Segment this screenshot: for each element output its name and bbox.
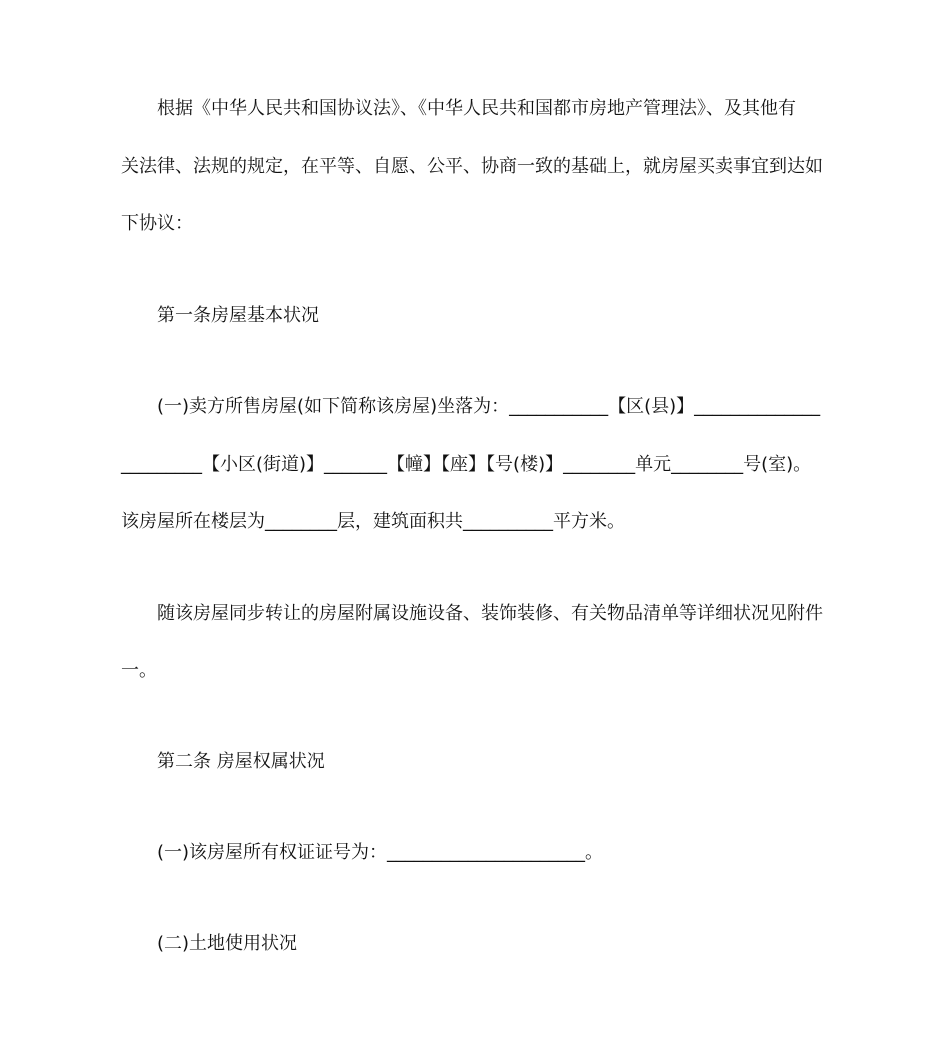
article-1-heading: 第一条房屋基本状况 — [157, 305, 319, 326]
attachment-line-1: 随该房屋同步转让的房屋附属设施设备、装饰装修、有关物品清单等详细状况见附件 — [157, 603, 823, 624]
preamble-line-3: 下协议： — [121, 213, 193, 234]
land-use-heading: (二)土地使用状况 — [157, 933, 298, 954]
location-line-2: _________【小区(街道)】_______【幢】【座】【号(楼)】________单元________号(室)。 — [121, 454, 812, 475]
location-line-3: 该房屋所在楼层为________层，建筑面积共__________平方米。 — [121, 511, 625, 532]
preamble-line-2: 关法律、法规的规定，在平等、自愿、公平、协商一致的基础上，就房屋买卖事宜到达如 — [121, 156, 823, 177]
article-2-heading: 第二条 房屋权属状况 — [157, 751, 325, 772]
location-line-1: (一)卖方所售房屋(如下简称该房屋)坐落为：___________【区(县)】______________ — [157, 396, 821, 417]
certificate-line: (一)该房屋所有权证证号为：______________________。 — [157, 842, 604, 863]
preamble-line-1: 根据《中华人民共和国协议法》、《中华人民共和国都市房地产管理法》、及其他有 — [157, 98, 796, 119]
attachment-line-2: 一。 — [121, 660, 157, 681]
